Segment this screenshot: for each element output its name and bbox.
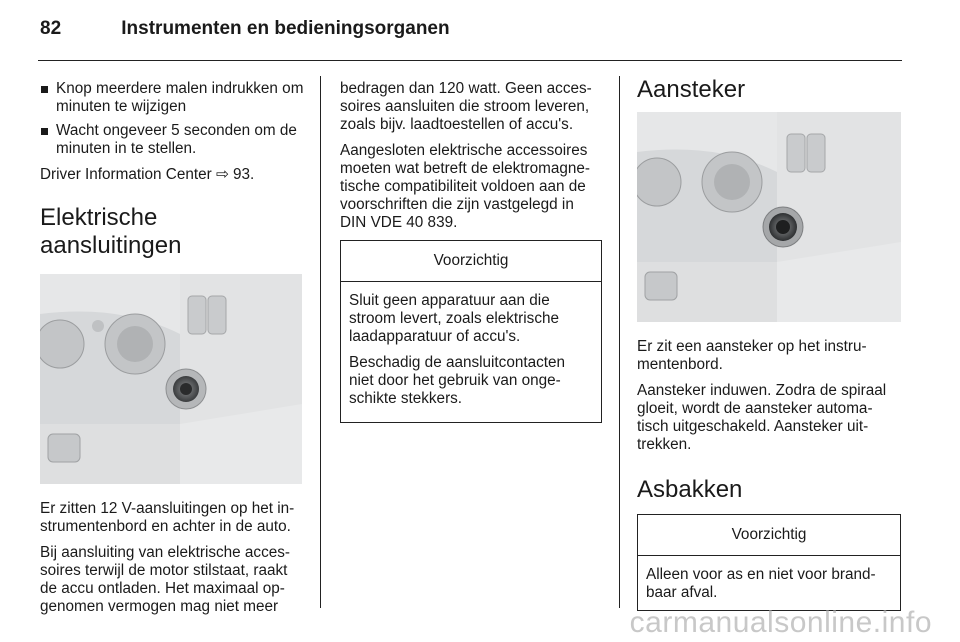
section-heading: Aansteker — [637, 76, 746, 103]
paragraph: Aansteker induwen. Zodra de spiraal gloeit, wordt de aansteker automa-tisch uitgeschakeld. Aansteker uit-trekken. — [637, 382, 887, 453]
section-heading: Asbakken — [637, 476, 743, 503]
column-divider — [320, 76, 321, 608]
header-rule — [38, 60, 902, 61]
page-number: 82 — [40, 18, 62, 39]
paragraph: bedragen dan 120 watt. Geen acces-soires aansluiten die stroom leveren, zoals bijv. laadtoestellen of accu's. — [340, 80, 592, 133]
warning-title: Voorzichtig — [638, 515, 900, 556]
cigarette-lighter-photo — [637, 112, 901, 322]
column-2 — [340, 80, 602, 423]
paragraph: Aangesloten elektrische accessoires moeten wat betreft de elektromagne-tische compatibiliteit voldoen aan de voorschriften die zijn vastgelegd in DIN VDE 40 839. — [340, 142, 590, 231]
warning-box — [637, 514, 901, 611]
page-header — [40, 18, 450, 40]
list-item: Knop meerdere malen indrukken om minuten te wijzigen — [40, 80, 304, 116]
column-3 — [637, 76, 901, 611]
paragraph: Er zitten 12 V-aansluitingen op het in-strumentenbord en achter in de auto. — [40, 500, 295, 535]
page-title: Instrumenten en bedieningsorganen — [121, 18, 450, 39]
watermark: carmanualsonline.info — [629, 606, 932, 639]
warning-title: Voorzichtig — [341, 241, 601, 282]
warning-box — [340, 240, 602, 423]
paragraph: Bij aansluiting van elektrische acces-soires terwijl de motor stilstaat, raakt de accu ontladen. Het maximaal op-genomen vermogen mag niet meer — [40, 544, 290, 615]
crossref: Driver Information Center ⇨ 93. — [40, 166, 255, 183]
section-heading: Elektrische aansluitingen — [40, 204, 182, 259]
column-divider — [619, 76, 620, 608]
warning-text: Beschadig de aansluitcontacten niet door het gebruik van onge-schikte stekkers. — [349, 354, 566, 407]
column-1 — [40, 80, 304, 624]
warning-text: Alleen voor as en niet voor brand-baar afval. — [646, 566, 876, 601]
list-item: Wacht ongeveer 5 seconden om de minuten in te stellen. — [40, 122, 304, 158]
paragraph: Er zit een aansteker op het instru-mentenbord. — [637, 338, 867, 373]
warning-text: Sluit geen apparatuur aan die stroom levert, zoals elektrische laadapparatuur of accu's. — [349, 292, 559, 345]
dashboard-socket-photo — [40, 274, 302, 484]
